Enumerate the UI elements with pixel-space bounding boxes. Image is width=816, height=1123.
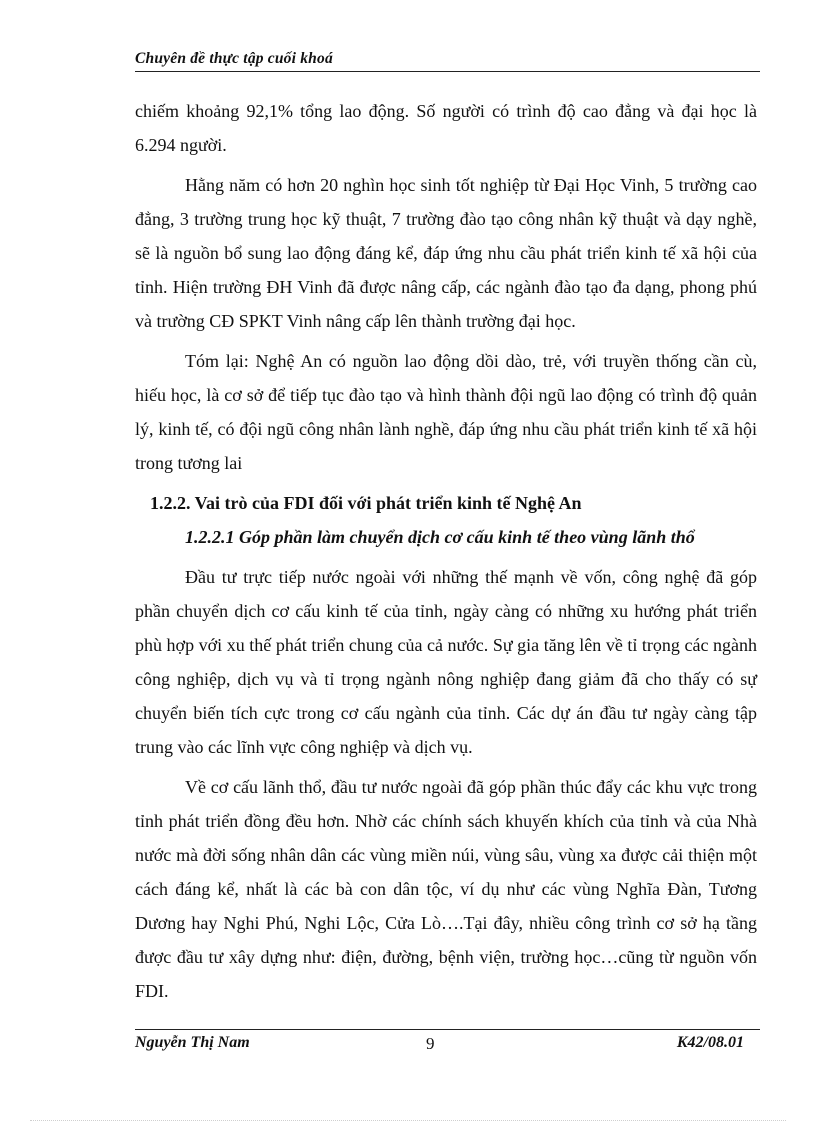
document-body: [135, 94, 757, 1008]
page-number: 9: [426, 1034, 435, 1053]
footer-author: Nguyễn Thị Nam: [135, 1034, 250, 1051]
footer-class-code: K42/08.01: [676, 1034, 744, 1051]
paragraph-graduates: Hằng năm có hơn 20 nghìn học sinh tốt nghiệp từ Đại Học Vinh, 5 trường cao đẳng, 3 trường trung học kỹ thuật, 7 trường đào tạo công nhân kỹ thuật và dạy nghề, sẽ là nguồn bổ sung lao động đáng kể, đáp ứng nhu cầu phát triển kinh tế xã hội của tỉnh. Hiện trường ĐH Vinh đã được nâng cấp, các ngành đào tạo đa dạng, phong phú và trường CĐ SPKT Vinh nâng cấp lên thành trường đại học.: [135, 175, 757, 331]
paragraph-summary: Tóm lại: Nghệ An có nguồn lao động dồi dào, trẻ, với truyền thống cần cù, hiếu học, là cơ sở để tiếp tục đào tạo và hình thành đội ngũ lao động có trình độ quản lý, kinh tế, có đội ngũ công nhân lành nghề, đáp ứng nhu cầu phát triển kinh tế xã hội trong tương lai: [135, 351, 757, 473]
section-heading-1-2-2: 1.2.2. Vai trò của FDI đối với phát triển kinh tế Nghệ An: [150, 493, 582, 513]
running-header-title: Chuyên đề thực tập cuối khoá: [135, 50, 333, 67]
header-divider: [135, 71, 760, 72]
page-edge-divider: [30, 1120, 786, 1121]
footer-divider: [135, 1029, 760, 1030]
subsection-heading-1-2-2-1: 1.2.2.1 Góp phần làm chuyển dịch cơ cấu kinh tế theo vùng lãnh thổ: [185, 527, 695, 547]
paragraph-fdi-structure: Đầu tư trực tiếp nước ngoài với những thế mạnh về vốn, công nghệ đã góp phần chuyển dịch cơ cấu kinh tế của tỉnh, ngày càng có những xu hướng phát triển phù hợp với xu thế phát triển chung của cả nước. Sự gia tăng lên về tỉ trọng các ngành công nghiệp, dịch vụ và tỉ trọng ngành nông nghiệp đang giảm đã cho thấy có sự chuyển biến tích cực trong cơ cấu ngành của tỉnh. Các dự án đầu tư ngày càng tập trung vào các lĩnh vực công nghiệp và dịch vụ.: [135, 567, 757, 757]
paragraph-labor-stats: chiếm khoảng 92,1% tổng lao động. Số người có trình độ cao đẳng và đại học là 6.294 người.: [135, 101, 757, 155]
paragraph-territorial-structure: Về cơ cấu lãnh thổ, đầu tư nước ngoài đã góp phần thúc đẩy các khu vực trong tỉnh phát triển đồng đều hơn. Nhờ các chính sách khuyến khích của tỉnh và của Nhà nước mà đời sống nhân dân các vùng miền núi, vùng sâu, vùng xa được cải thiện một cách đáng kể, nhất là các bà con dân tộc, ví dụ như các vùng Nghĩa Đàn, Tương Dương hay Nghi Phú, Nghi Lộc, Cửa Lò….Tại đây, nhiều công trình cơ sở hạ tầng được đầu tư xây dựng như: điện, đường, bệnh viện, trường học…cũng từ nguồn vốn FDI.: [135, 777, 757, 1001]
